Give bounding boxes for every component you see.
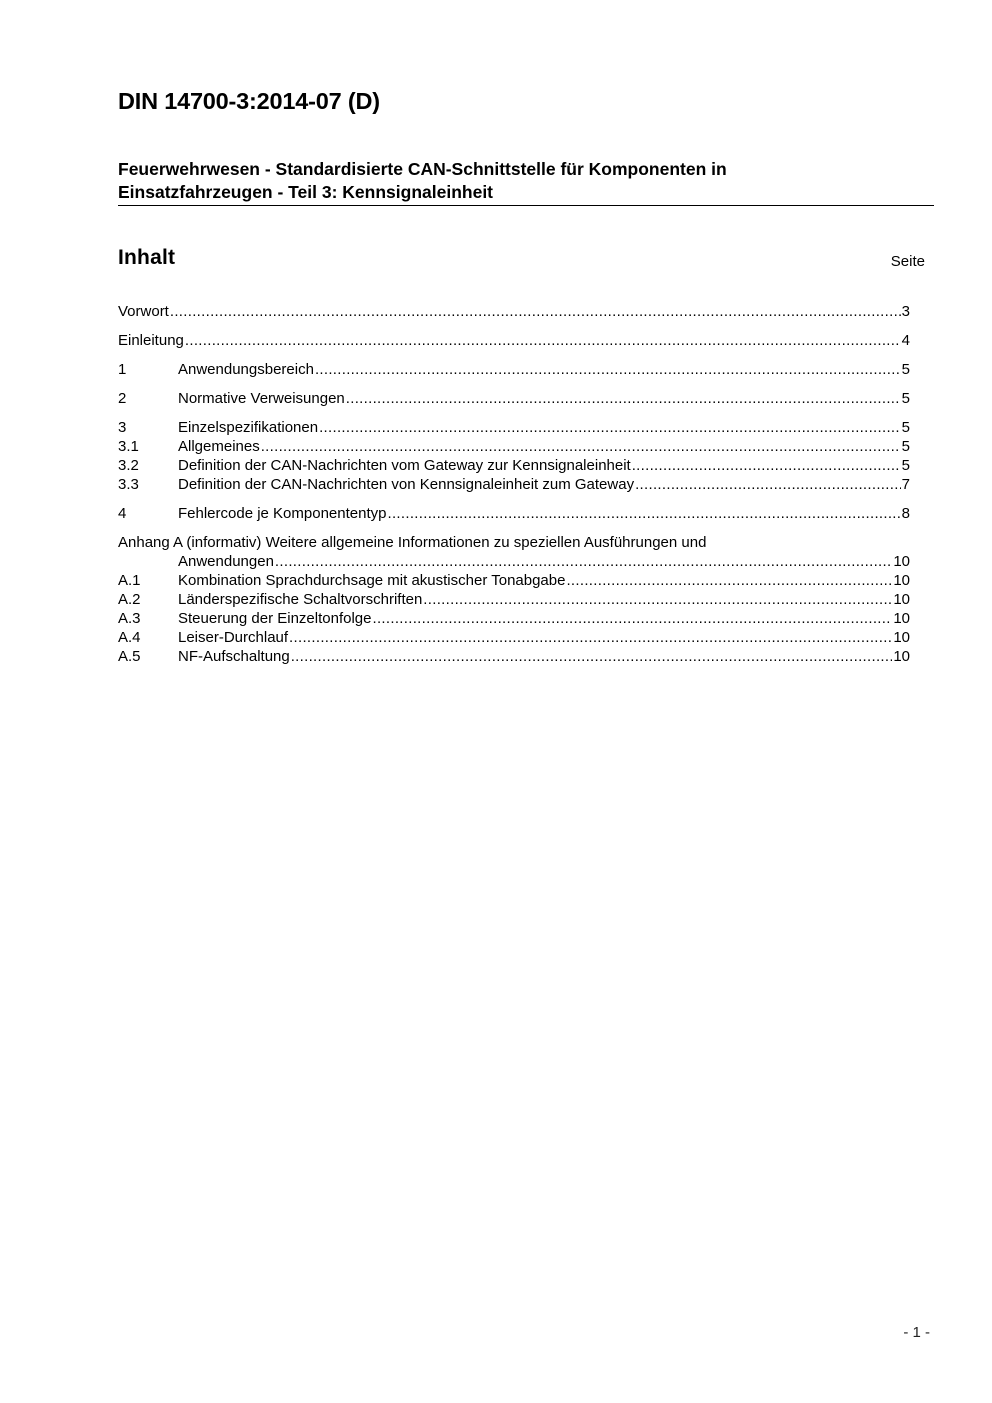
toc-annex-heading: Anhang A (informativ) Weitere allgemeine Informationen zu speziellen Ausführungen und [118,534,707,551]
toc-leader-dots [372,609,892,628]
toc-entry-text: Länderspezifische Schaltvorschriften [178,591,423,608]
toc-entry-page: 5 [901,438,910,455]
toc-entry-annex-a[interactable] [118,533,910,552]
toc-entry-einleitung[interactable] [118,331,910,350]
toc-leader-dots [289,628,892,647]
toc-entry-text: Kombination Sprachdurchsage mit akustischer Tonabgabe [178,572,566,589]
toc-entry-page: 10 [893,572,910,589]
toc-entry-page: 5 [901,390,910,407]
toc-entry-3-3[interactable] [118,475,910,494]
toc-entry-page: 10 [893,648,910,665]
toc-leader-dots [291,647,893,666]
toc-entry-3-1[interactable] [118,437,910,456]
toc-entry-page: 10 [893,610,910,627]
toc-leader-dots [635,475,901,494]
toc-entry-text: Definition der CAN-Nachrichten von Kennsignaleinheit zum Gateway [178,476,635,493]
toc-entry-text: Anwendungsbereich [178,361,314,378]
toc-entry-a-5[interactable] [118,647,910,666]
toc-entry-number: A.5 [118,648,141,665]
toc-entry-text: Normative Verweisungen [178,390,345,407]
toc-entry-3[interactable] [118,418,910,437]
toc-entry-text: Einzelspezifikationen [178,419,319,436]
toc-entry-text: Einleitung [118,332,184,349]
toc-leader-dots [261,437,901,456]
toc-entry-a-2[interactable] [118,590,910,609]
toc-entry-number: A.3 [118,610,141,627]
toc-entry-page: 8 [901,505,910,522]
toc-entry-text: Fehlercode je Komponententyp [178,505,387,522]
toc-entry-text: Leiser-Durchlauf [178,629,289,646]
toc-entry-page: 5 [901,361,910,378]
toc-entry-number: A.1 [118,572,141,589]
toc-entry-number: A.4 [118,629,141,646]
toc-leader-dots [315,360,901,379]
toc-leader-dots [387,504,900,523]
toc-entry-text: Anwendungen [178,553,274,570]
toc-entry-1[interactable] [118,360,910,379]
toc-entry-number: 4 [118,505,127,522]
toc-entry-text: Allgemeines [178,438,260,455]
toc-entry-page: 5 [901,457,910,474]
toc-entry-a-4[interactable] [118,628,910,647]
toc-page-column-label: Seite [890,253,925,270]
title-divider [118,205,934,206]
toc-entry-number: 3.1 [118,438,139,455]
toc-entry-number: 2 [118,390,127,407]
toc-leader-dots [423,590,892,609]
toc-entry-2[interactable] [118,389,910,408]
toc-entry-page: 4 [901,332,910,349]
toc-entry-number: 3.3 [118,476,139,493]
toc-entry-4[interactable] [118,504,910,523]
document-title: DIN 14700-3:2014-07 (D) [118,88,380,114]
toc-entry-page: 10 [893,553,910,570]
toc-entry-page: 7 [901,476,910,493]
toc-leader-dots [170,302,901,321]
toc-entry-text: Steuerung der Einzeltonfolge [178,610,372,627]
toc-entry-page: 10 [893,591,910,608]
table-of-contents [118,302,910,666]
toc-entry-annex-a-continued[interactable] [118,552,910,571]
page-number: - 1 - [903,1324,930,1341]
toc-leader-dots [275,552,892,571]
toc-entry-page: 5 [901,419,910,436]
toc-leader-dots [185,331,901,350]
toc-entry-number: 3 [118,419,127,436]
toc-entry-number: A.2 [118,591,141,608]
toc-entry-text: Vorwort [118,303,169,320]
toc-entry-page: 3 [901,303,910,320]
document-subtitle: Feuerwehrwesen - Standardisierte CAN-Schnittstelle für Komponenten in Einsatzfahrzeugen - Teil 3: Kennsignaleinheit [118,159,727,202]
toc-heading: Inhalt [118,246,176,269]
toc-entry-text: NF-Aufschaltung [178,648,290,665]
toc-leader-dots [346,389,901,408]
toc-entry-text: Definition der CAN-Nachrichten vom Gateway zur Kennsignaleinheit [178,457,631,474]
toc-leader-dots [566,571,892,590]
toc-leader-dots [319,418,901,437]
toc-entry-number: 1 [118,361,127,378]
toc-entry-3-2[interactable] [118,456,910,475]
toc-entry-number: 3.2 [118,457,139,474]
toc-leader-dots [632,456,901,475]
toc-entry-a-1[interactable] [118,571,910,590]
toc-entry-a-3[interactable] [118,609,910,628]
toc-entry-page: 10 [893,629,910,646]
toc-entry-vorwort[interactable] [118,302,910,321]
